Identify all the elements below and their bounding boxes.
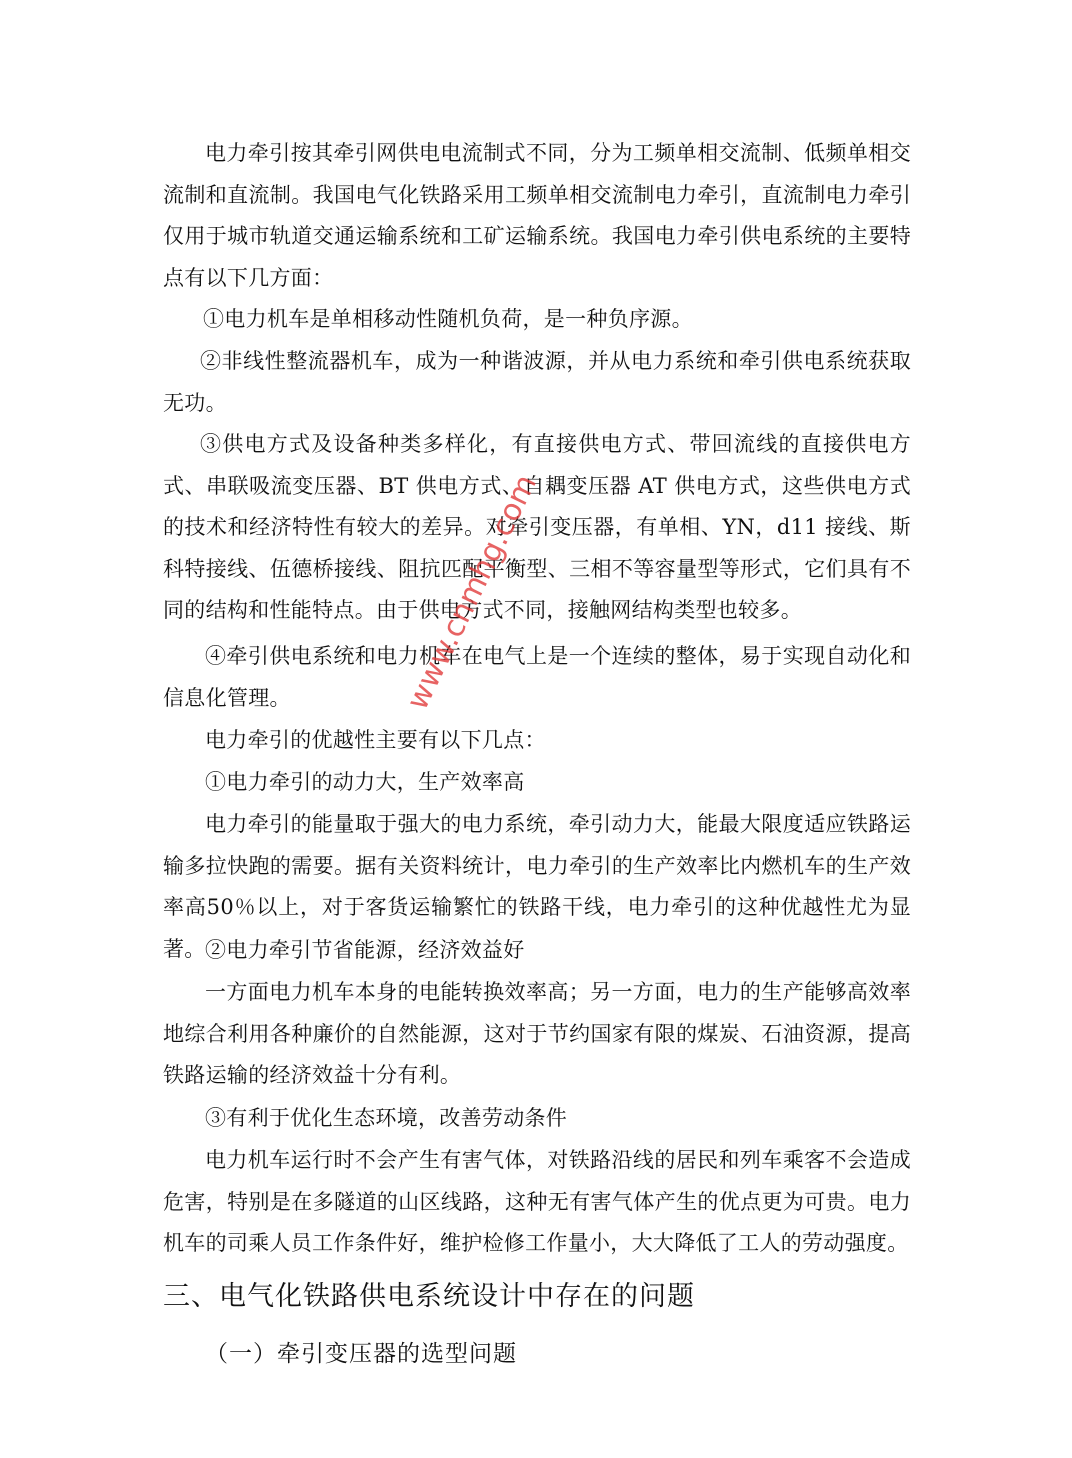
paragraph-advantage-3-title: ③有利于优化生态环境，改善劳动条件 — [205, 1106, 568, 1130]
paragraph-point-3: ③供电方式及设备种类多样化，有直接供电方式、带回流线的直接供电方式、串联吸流变压器、BT 供电方式、自耦变压器 AT 供电方式，这些供电方式的技术和经济特性有较大的差异。对牵引变压器，有单相、YN，d11 接线、斯科特接线、伍德桥接线、阻抗匹配平衡型、三相不等容量型等形式，它们具有不同的结构和性能特点。由于供电方式不同，接触网结构类型也较多。 — [163, 432, 911, 622]
watermark: www.cnmhg.com — [400, 469, 545, 716]
paragraph-advantages-intro: 电力牵引的优越性主要有以下几点： — [205, 728, 546, 752]
paragraph-advantage-3-body: 电力机车运行时不会产生有害气体，对铁路沿线的居民和列车乘客不会造成危害，特别是在多隧道的山区线路，这种无有害气体产生的优点更为可贵。电力机车的司乘人员工作条件好，维护检修工作量小，大大降低了工人的劳动强度。 — [163, 1148, 911, 1255]
section-heading: 三、电气化铁路供电系统设计中存在的问题 — [163, 1281, 695, 1312]
paragraph-advantage-2-title: ②电力牵引节省能源，经济效益好 — [205, 938, 525, 962]
paragraph-point-2: ②非线性整流器机车，成为一种谐波源，并从电力系统和牵引供电系统获取无功。 — [163, 349, 911, 415]
paragraph-intro: 电力牵引按其牵引网供电电流制式不同，分为工频单相交流制、低频单相交流制和直流制。我国电气化铁路采用工频单相交流制电力牵引，直流制电力牵引仅用于城市轨道交通运输系统和工矿运输系统。我国电力牵引供电系统的主要特点有以下几方面： — [163, 141, 911, 290]
paragraph-point-1: ①电力机车是单相移动性随机负荷，是一种负序源。 — [203, 307, 693, 331]
paragraph-advantage-1-body: 电力牵引的能量取于强大的电力系统，牵引动力大，能最大限度适应铁路运输多拉快跑的需要。据有关资料统计，电力牵引的生产效率比内燃机车的生产效率高50％以上，对于客货运输繁忙的铁路干线，电力牵引的这种优越性尤为显著。 — [163, 812, 911, 961]
paragraph-advantage-1-title: ①电力牵引的动力大，生产效率高 — [205, 770, 525, 794]
paragraph-advantage-2-body: 一方面电力机车本身的电能转换效率高；另一方面，电力的生产能够高效率地综合利用各种廉价的自然能源，这对于节约国家有限的煤炭、石油资源，提高铁路运输的经济效益十分有利。 — [163, 980, 911, 1087]
paragraph-point-4: ④牵引供电系统和电力机车在电气上是一个连续的整体，易于实现自动化和信息化管理。 — [163, 644, 911, 710]
subsection-heading: （一）牵引变压器的选型问题 — [205, 1341, 517, 1367]
